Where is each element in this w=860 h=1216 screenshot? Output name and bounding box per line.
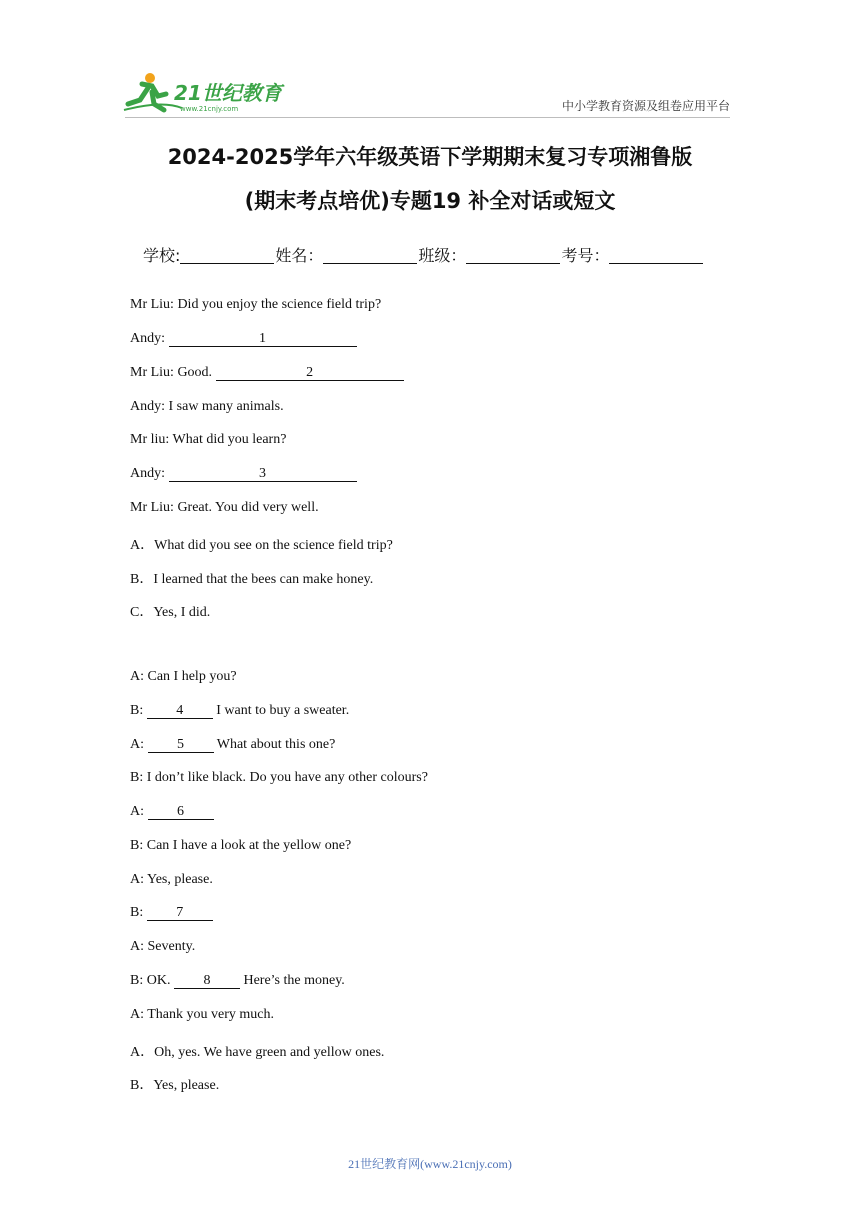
option-a: A．Oh, yes. We have green and yellow ones. [130, 1045, 385, 1060]
number-label: 考号： [561, 246, 610, 265]
dialogue-line: A: Seventy. [130, 939, 196, 954]
dialogue-line [130, 737, 335, 753]
option-a: A．What did you see on the science field trip? [130, 538, 393, 553]
answer-blank-5[interactable]: 5 [148, 737, 214, 753]
answer-blank-2[interactable]: 2 [216, 365, 404, 381]
school-field[interactable] [180, 245, 274, 264]
dialogue-line: A: Can I help you? [130, 669, 237, 684]
class-field[interactable] [466, 245, 560, 264]
dialogue-line [130, 905, 213, 921]
page-title: 2024-2025学年六年级英语下学期期末复习专项湘鲁版 [167, 145, 693, 169]
dialogue-line: Mr Liu: Did you enjoy the science field trip? [130, 297, 382, 312]
speaker-label: Andy: [130, 331, 165, 346]
dialogue-line [130, 466, 357, 482]
dialogue-line: A: Thank you very much. [130, 1007, 274, 1022]
answer-blank-8[interactable]: 8 [174, 973, 240, 989]
dialogue-line: B: Can I have a look at the yellow one? [130, 838, 352, 853]
dialogue-line [130, 331, 357, 347]
dialogue-line [130, 804, 214, 820]
answer-blank-6[interactable]: 6 [148, 804, 214, 820]
option-c: C．Yes, I did. [130, 605, 211, 620]
answer-blank-1[interactable]: 1 [169, 331, 357, 347]
page-subtitle: (期末考点培优)专题19 补全对话或短文 [244, 189, 616, 213]
speaker-label: Mr Liu: Good. [130, 365, 213, 380]
platform-tagline: 中小学教育资源及组卷应用平台 [561, 99, 730, 113]
header-divider [125, 117, 730, 118]
dialogue-text: Here’s the money. [243, 973, 345, 988]
speaker-label: A: [130, 804, 144, 819]
option-b: B．I learned that the bees can make honey. [130, 572, 374, 587]
logo-url: www.21cnjy.com [180, 105, 239, 113]
speaker-label: Andy: [130, 466, 165, 481]
dialogue-text: I want to buy a sweater. [216, 703, 350, 718]
dialogue-line [130, 703, 349, 719]
speaker-label: B: [130, 905, 144, 920]
dialogue-text: What about this one? [216, 737, 336, 752]
logo-runner-icon [122, 70, 292, 114]
dialogue-line: A: Yes, please. [130, 872, 213, 887]
logo-text: 21世纪教育 [174, 81, 282, 105]
speaker-label: B: [130, 703, 144, 718]
school-label: 学校: [143, 246, 181, 265]
student-info-row [143, 243, 704, 266]
dialogue-line [130, 365, 404, 381]
class-label: 班级： [418, 246, 467, 265]
answer-blank-3[interactable]: 3 [169, 466, 357, 482]
dialogue-line [130, 973, 345, 989]
logo [122, 70, 292, 114]
name-field[interactable] [323, 245, 417, 264]
page-footer[interactable]: 21世纪教育网(www.21cnjy.com) [348, 1157, 512, 1171]
dialogue-line: B: I don’t like black. Do you have any other colours? [130, 770, 428, 785]
option-b: B．Yes, please. [130, 1078, 220, 1093]
answer-blank-4[interactable]: 4 [147, 703, 213, 719]
name-label: 姓名： [275, 246, 324, 265]
number-field[interactable] [609, 245, 703, 264]
dialogue-line: Mr Liu: Great. You did very well. [130, 500, 319, 515]
page-header [0, 0, 860, 120]
speaker-label: B: OK. [130, 973, 171, 988]
answer-blank-7[interactable]: 7 [147, 905, 213, 921]
speaker-label: A: [130, 737, 144, 752]
dialogue-line: Andy: I saw many animals. [130, 399, 284, 414]
dialogue-line: Mr liu: What did you learn? [130, 432, 287, 447]
